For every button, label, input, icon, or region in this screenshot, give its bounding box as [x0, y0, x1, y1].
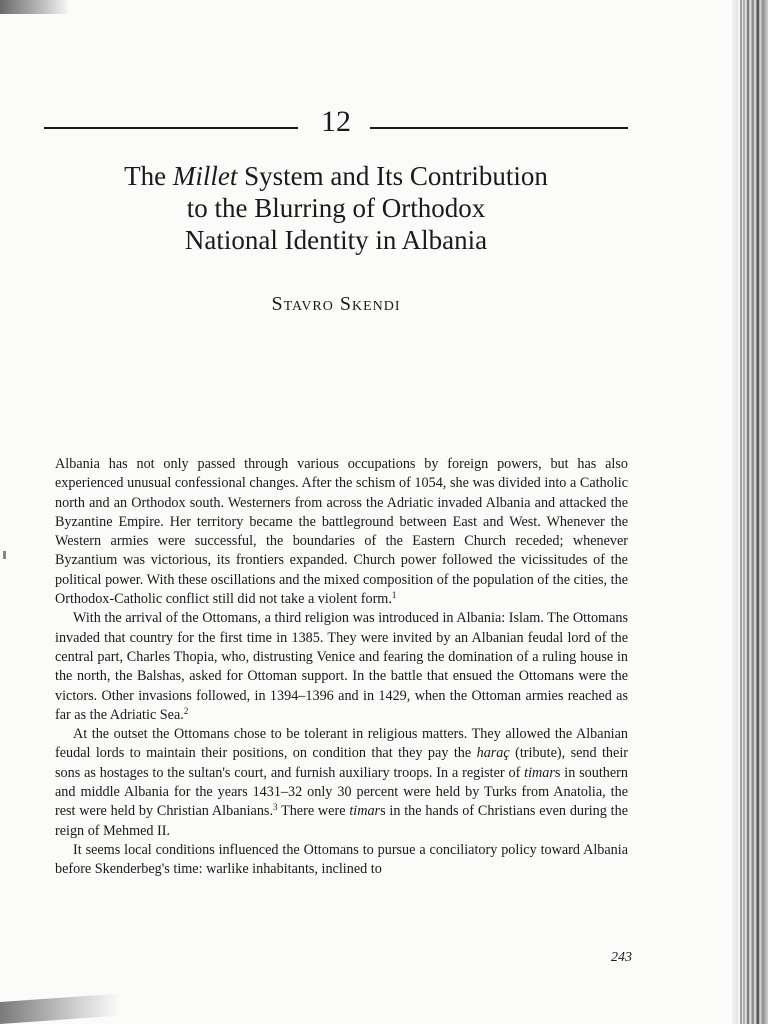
body-text: [55, 455, 628, 880]
title-italic-word: Millet: [172, 161, 238, 191]
italic-term: timar: [524, 764, 555, 781]
author-name: Stavro Skendi: [271, 293, 401, 315]
paragraph: [55, 455, 628, 609]
page-corner-shadow: [0, 0, 70, 14]
paragraph-text: There were: [277, 803, 350, 820]
paragraph-text: It seems local conditions influenced the Ottomans to pursue a conciliatory policy toward Albania before Skenderbeg's time: warlike inhabitants, inclined to: [55, 841, 628, 878]
title-line-1: [44, 160, 628, 192]
paragraph-text: (tribute), send their sons as hostages to the sultan's court, and furnish auxiliary troops. In a register of: [55, 745, 628, 781]
paragraph-text: Albania has not only passed through various occupations by foreign powers, but has also experienced unusual confessional changes. After the schism of 1054, she was divided into a Catholic north and an Orthodox south. Westerners from across the Adriatic invaded Albania and attacked the Byzantine Empire. Her territory became the battleground between East and West. Whenever the Western armies were successful, the boundaries of the Eastern Church receded; whenever Byzantium was victorious, its frontiers expanded. Church power followed the vicissitudes of the political power. With these oscillations and the mixed composition of the population of the cities, the Orthodox-Catholic conflict still did not take a violent form.: [55, 456, 628, 608]
chapter-title: [44, 160, 628, 256]
paragraph: [55, 609, 628, 725]
italic-term: timar: [349, 803, 381, 820]
paragraph: [55, 841, 628, 880]
chapter-number: 12: [321, 105, 351, 138]
book-spine-edge: [732, 0, 768, 1024]
rule-left: [44, 127, 298, 129]
rule-right: [370, 127, 628, 129]
page-corner-shadow-bottom: [0, 994, 120, 1024]
chapter-heading: [44, 100, 628, 144]
title-line-2: to the Blurring of Orthodox: [186, 193, 486, 223]
paragraph: [55, 725, 628, 841]
title-text: System and Its Contribution: [237, 161, 548, 191]
page-number: 243: [611, 950, 632, 965]
footnote-marker: 3: [273, 802, 278, 813]
italic-term: haraç: [476, 745, 510, 762]
paragraph-text: With the arrival of the Ottomans, a third religion was introduced in Albania: Islam. The Ottomans invaded that country for the first time in 1385. They were invited by an Albanian feudal lord of the central part, Charles Thopia, who, distrusting Venice and fearing the domination of a ruling house in the north, the Balshas, asked for Ottoman support. In the battle that ensued the Ottomans were the victors. Other invasions followed, in 1394–1396 and in 1429, when the Ottoman armies reached as far as the Adriatic Sea.: [55, 610, 628, 723]
paragraph-text: s in the hands of Christians even during the reign of Mehmed II.: [55, 803, 628, 839]
title-line-3: National Identity in Albania: [184, 225, 488, 255]
footnote-marker: 1: [391, 590, 397, 601]
scan-speck: [3, 551, 6, 559]
title-text: The: [124, 161, 173, 191]
paragraph-text: At the outset the Ottomans chose to be tolerant in religious matters. They allowed the Albanian feudal lords to maintain their positions, on condition that they pay the: [55, 726, 628, 762]
paragraph-text: s in southern and middle Albania for the years 1431–32 only 30 percent were held by Turks from Anatolia, the rest were held by Christian Albanians.: [55, 764, 628, 820]
footnote-marker: 2: [183, 705, 189, 716]
